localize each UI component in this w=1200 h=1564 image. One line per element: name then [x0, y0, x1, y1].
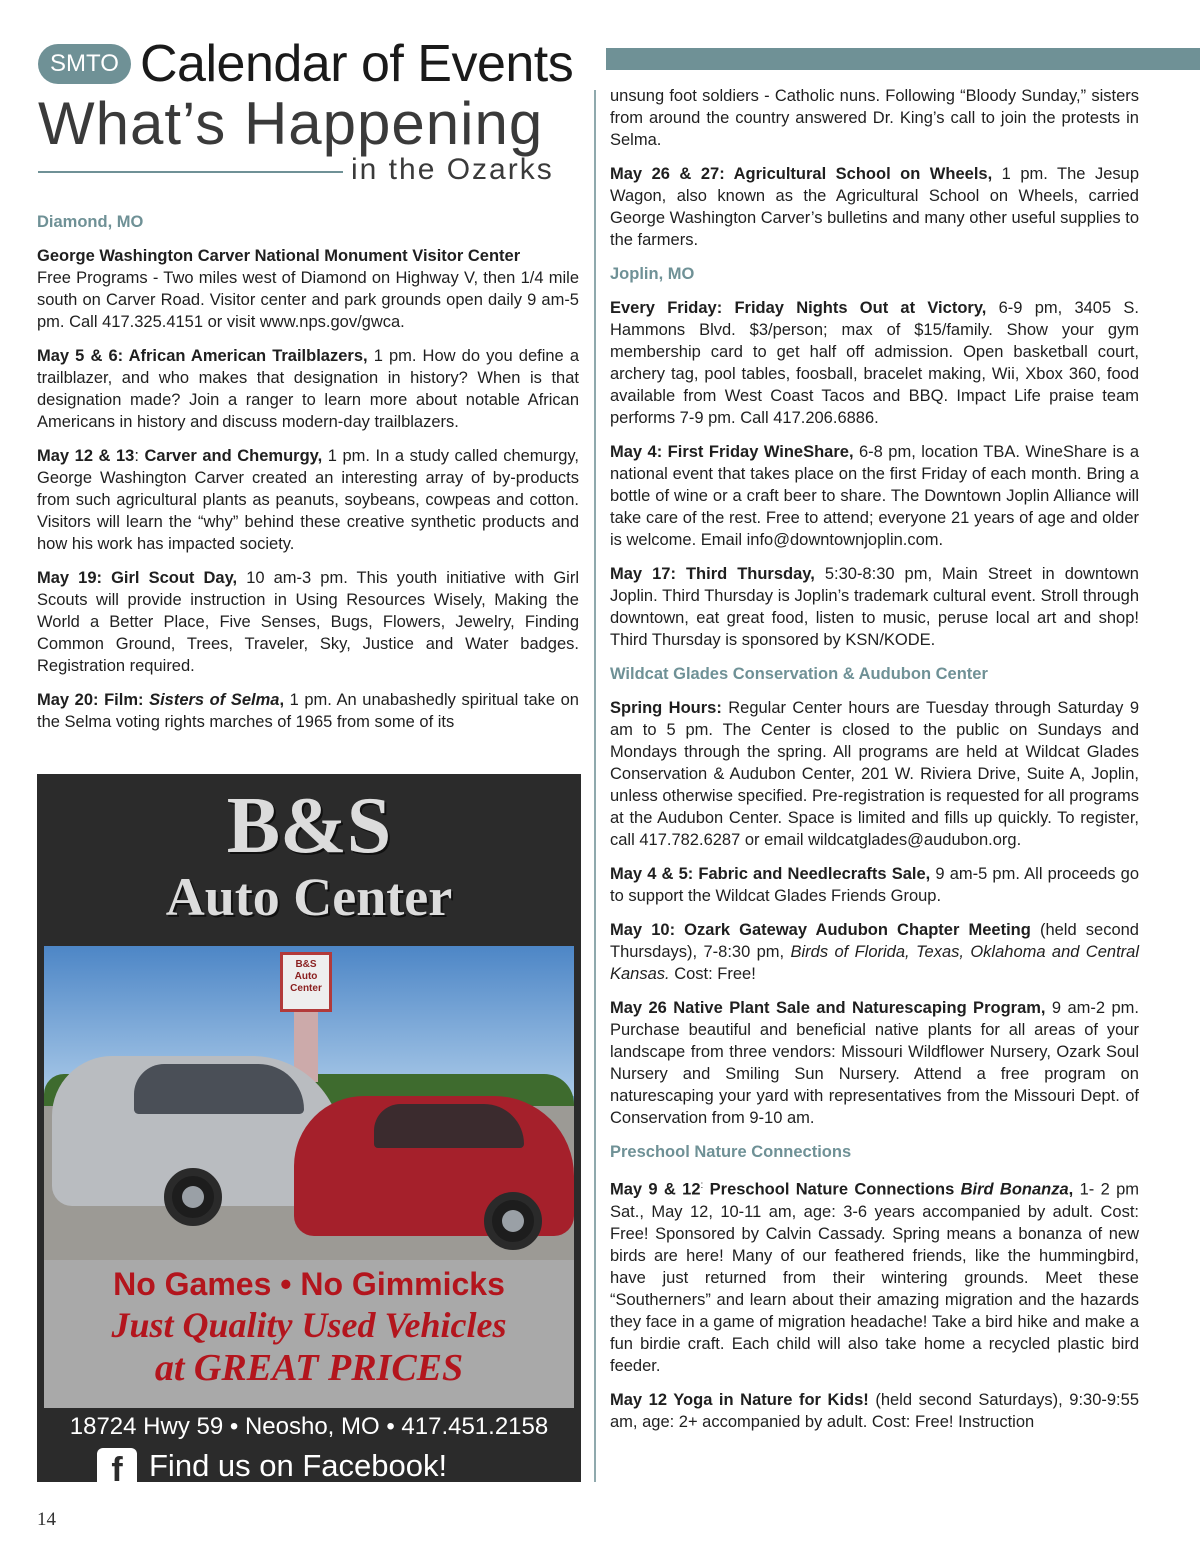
ad-address: 18724 Hwy 59 • Neosho, MO • 417.451.2158	[69, 1413, 549, 1440]
event-text: 10 am-3 pm. This youth initiative with Girl Scouts will provide instruction in Using Resources Wisely, Making the World a Better Place, Five Senses, Bugs, Flowers, Jewelry, Finding Common Ground, Trees, Traveler, Sky, Justice and Water badges. Registration required.	[37, 569, 579, 675]
event-title: May 20: Film:	[37, 691, 150, 709]
event-title: Preschool Nature Connections	[703, 1180, 961, 1199]
event-title: May 10: Ozark Gateway Audubon Chapter Meeting	[610, 921, 1031, 939]
section-heading-diamond: Diamond, MO	[37, 213, 144, 231]
masthead	[38, 30, 583, 190]
selma-continued: unsung foot soldiers - Catholic nuns. Following “Bloody Sunday,” sisters from around the country answered Dr. King’s call to join the protests in Selma.	[610, 87, 1139, 149]
tagline: in the Ozarks	[351, 153, 554, 186]
event-text: 6-8 pm, location TBA. WineShare is a national event that takes place on the first Friday of each month. Bring a bottle of wine or a craft beer to share. The Downtown Joplin Alliance will take care of the rest. Free to attend; everyone 21 years of age and older is welcome. Email info@downtownjoplin.com.	[610, 443, 1139, 549]
event-yoga-for-kids	[610, 1389, 1139, 1433]
section-heading-joplin: Joplin, MO	[610, 265, 695, 283]
event-title: May 26 & 27: Agricultural School on Wheels,	[610, 165, 993, 183]
photo-wheel	[484, 1192, 542, 1250]
event-title: May 5 & 6: African American Trailblazers,	[37, 347, 368, 365]
event-date: May 12 & 13	[37, 447, 135, 465]
event-title: May 26 Native Plant Sale and Naturescaping Program,	[610, 999, 1046, 1017]
event-text: 1- 2 pm Sat., May 12, 10-11 am, age: 3-6 years accompanied by adult. Cost: Free! Sponsored by Calvin Cassady. Spring means a bonanza of new birds are here! Many of our feathered friends, like the hummingbird, have just returned from their wintering grounds. Meet these “Southerners” and learn about their amazing migration and the hazards they face in a game of migration headache! Take a bird hike and make a fun birdie craft. Each child will also take home a recycled plastic bird feeder.	[610, 1180, 1140, 1375]
event-title: Carver and Chemurgy,	[144, 447, 323, 465]
ad-header	[37, 774, 581, 946]
ad-photo-cars	[44, 946, 574, 1260]
photo-silver-suv-windows	[134, 1064, 304, 1114]
event-title: May 4: First Friday WineShare,	[610, 443, 854, 461]
event-text: Cost: Free!	[669, 965, 756, 983]
event-text: 6-9 pm, 3405 S. Hammons Blvd. $3/person; max of $15/family. Show your gym membership card to get half off admission. Open basketball court, archery tag, pool tables, foosball, bracelet making, Wii, Xbox 360, food available from West Coast Tacos and BBQ. Impact Life praise team performs 7-9 pm. Call 417.206.6886.	[610, 299, 1139, 427]
event-girl-scout-day	[37, 567, 579, 677]
ad-slogan-line-2: Just Quality Used Vehicles	[111, 1305, 507, 1345]
facebook-icon: f	[97, 1448, 137, 1482]
event-date-mark: :	[700, 1180, 704, 1191]
section-heading-preschool: Preschool Nature Connections	[610, 1143, 852, 1161]
event-title: May 4 & 5: Fabric and Needlecrafts Sale,	[610, 865, 931, 883]
event-text: 9 am-2 pm. Purchase beautiful and beneficial native plants for all areas of your landscape from three vendors: Missouri Wildflower Nursery, Ozark Soul Nursery and Smiling Sun Nursery. Attend a free program on naturescaping your yard with representatives from the Missouri Dept. of Conservation from 9-10 am.	[610, 999, 1139, 1127]
event-separator: :	[134, 447, 145, 465]
sign-line-2: Auto Center	[290, 971, 322, 994]
event-comma: ,	[279, 691, 285, 709]
section-heading-wildcat-glades: Wildcat Glades Conservation & Audubon Center	[610, 665, 988, 683]
event-date: May 9 & 12	[610, 1180, 701, 1199]
event-text: 9 am-5 pm. All proceeds go to support the Wildcat Glades Friends Group.	[610, 865, 1139, 905]
tagline-rule	[38, 171, 343, 173]
page-subtitle: What’s Happening	[38, 90, 544, 157]
ad-brand-subname: Auto Center	[165, 867, 453, 927]
photo-dealer-sign	[280, 952, 332, 1012]
event-text: Free Programs - Two miles west of Diamond on Highway V, then 1/4 mile south on Carver Road. Visitor center and park grounds open daily 9 am-5 pm. Call 417.325.4151 or visit www.nps.gov/gwca.	[37, 269, 579, 331]
event-title: May 12 Yoga in Nature for Kids!	[610, 1390, 869, 1409]
event-audubon-meeting	[610, 919, 1139, 985]
event-comma: ,	[1068, 1180, 1074, 1199]
event-text: 1 pm. An unabashedly spiritual take on the Selma voting rights marches of 1965 from some of its	[37, 691, 579, 731]
ad-slogan-band	[44, 1260, 574, 1408]
right-column	[610, 85, 1139, 1445]
event-text: Regular Center hours are Tuesday through Saturday 9 am to 5 pm. The Center is closed to the public on Sundays and Mondays through the spring. All programs are held at Wildcat Glades Conservation & Audubon Center, 201 W. Riviera Drive, Suite A, Joplin, unless otherwise specified. Pre-registration is requested for all programs at the Audubon Center. Space is limited and fills up quickly. To register, call 417.782.6287 or email wildcatglades@audubon.org.	[610, 699, 1140, 849]
event-italic-text: Birds of Florida, Texas, Oklahoma and Central Kansas.	[610, 943, 1139, 983]
bs-auto-center-ad	[37, 774, 581, 1482]
event-bird-bonanza	[610, 1175, 1139, 1377]
ad-slogan-line-3: at GREAT PRICES	[154, 1347, 464, 1389]
ad-facebook-text: Find us on Facebook!	[149, 1448, 448, 1482]
event-friday-nights-out	[610, 297, 1139, 429]
event-title: May 19: Girl Scout Day,	[37, 569, 238, 587]
event-school-on-wheels	[610, 163, 1139, 251]
page-title: Calendar of Events	[140, 35, 574, 93]
event-title: May 17: Third Thursday,	[610, 565, 815, 583]
event-text: (held second Thursdays), 7-8:30 pm,	[610, 921, 1139, 961]
event-fabric-sale	[610, 863, 1139, 907]
event-film-sisters-of-selma	[37, 689, 579, 733]
page-number: 14	[37, 1509, 56, 1530]
event-text: 1 pm. How do you define a trailblazer, and who makes that designation in history? When is that designation made? Join a ranger to learn more about notable African Americans in history and discuss modern-day trailblazers.	[37, 347, 580, 431]
event-native-plant-sale	[610, 997, 1139, 1129]
ad-facebook	[97, 1448, 537, 1482]
event-gwc-visitor-center	[37, 245, 579, 333]
event-title: Every Friday: Friday Nights Out at Victory,	[610, 299, 987, 317]
event-italic-title: Bird Bonanza	[960, 1180, 1069, 1199]
event-text: 5:30-8:30 pm, Main Street in downtown Joplin. Third Thursday is Joplin’s trademark cultural event. Stroll through downtown, eat great food, listen to music, peruse local art and shop! Third Thursday is sponsored by KSN/KODE.	[610, 565, 1139, 649]
event-trailblazers	[37, 345, 579, 433]
event-spring-hours	[610, 697, 1139, 851]
left-column	[37, 211, 579, 745]
photo-red-sedan-windows	[374, 1104, 524, 1148]
event-third-thursday	[610, 563, 1139, 651]
column-divider	[594, 90, 596, 1482]
ad-brand-name: B&S	[226, 782, 392, 870]
event-title: Spring Hours:	[610, 699, 722, 717]
event-title: George Washington Carver National Monument Visitor Center	[37, 247, 521, 265]
event-text: 1 pm. The Jesup Wagon, also known as the Agricultural School on Wheels, carried George Washington Carver’s bulletins and many other useful supplies to the farmers.	[610, 165, 1139, 249]
smto-badge: SMTO	[38, 44, 131, 84]
photo-wheel	[164, 1168, 222, 1226]
film-title: Sisters of Selma	[149, 691, 280, 709]
top-accent-bar	[606, 48, 1200, 70]
event-text: (held second Saturdays), 9:30-9:55 am, age: 2+ accompanied by adult. Cost: Free! Instruction	[610, 1390, 1139, 1431]
ad-slogan-line-1: No Games • No Gimmicks	[113, 1266, 505, 1302]
sign-line-1: B&S	[295, 959, 317, 970]
event-chemurgy	[37, 445, 579, 555]
event-text: 1 pm. In a study called chemurgy, George Washington Carver created an interesting array of by-products from such agricultural plants as peanuts, soybeans, cowpeas and cotton. Visitors will learn the “why” behind these creative synthetic products and how his work has impacted society.	[37, 447, 580, 553]
event-wineshare	[610, 441, 1139, 551]
